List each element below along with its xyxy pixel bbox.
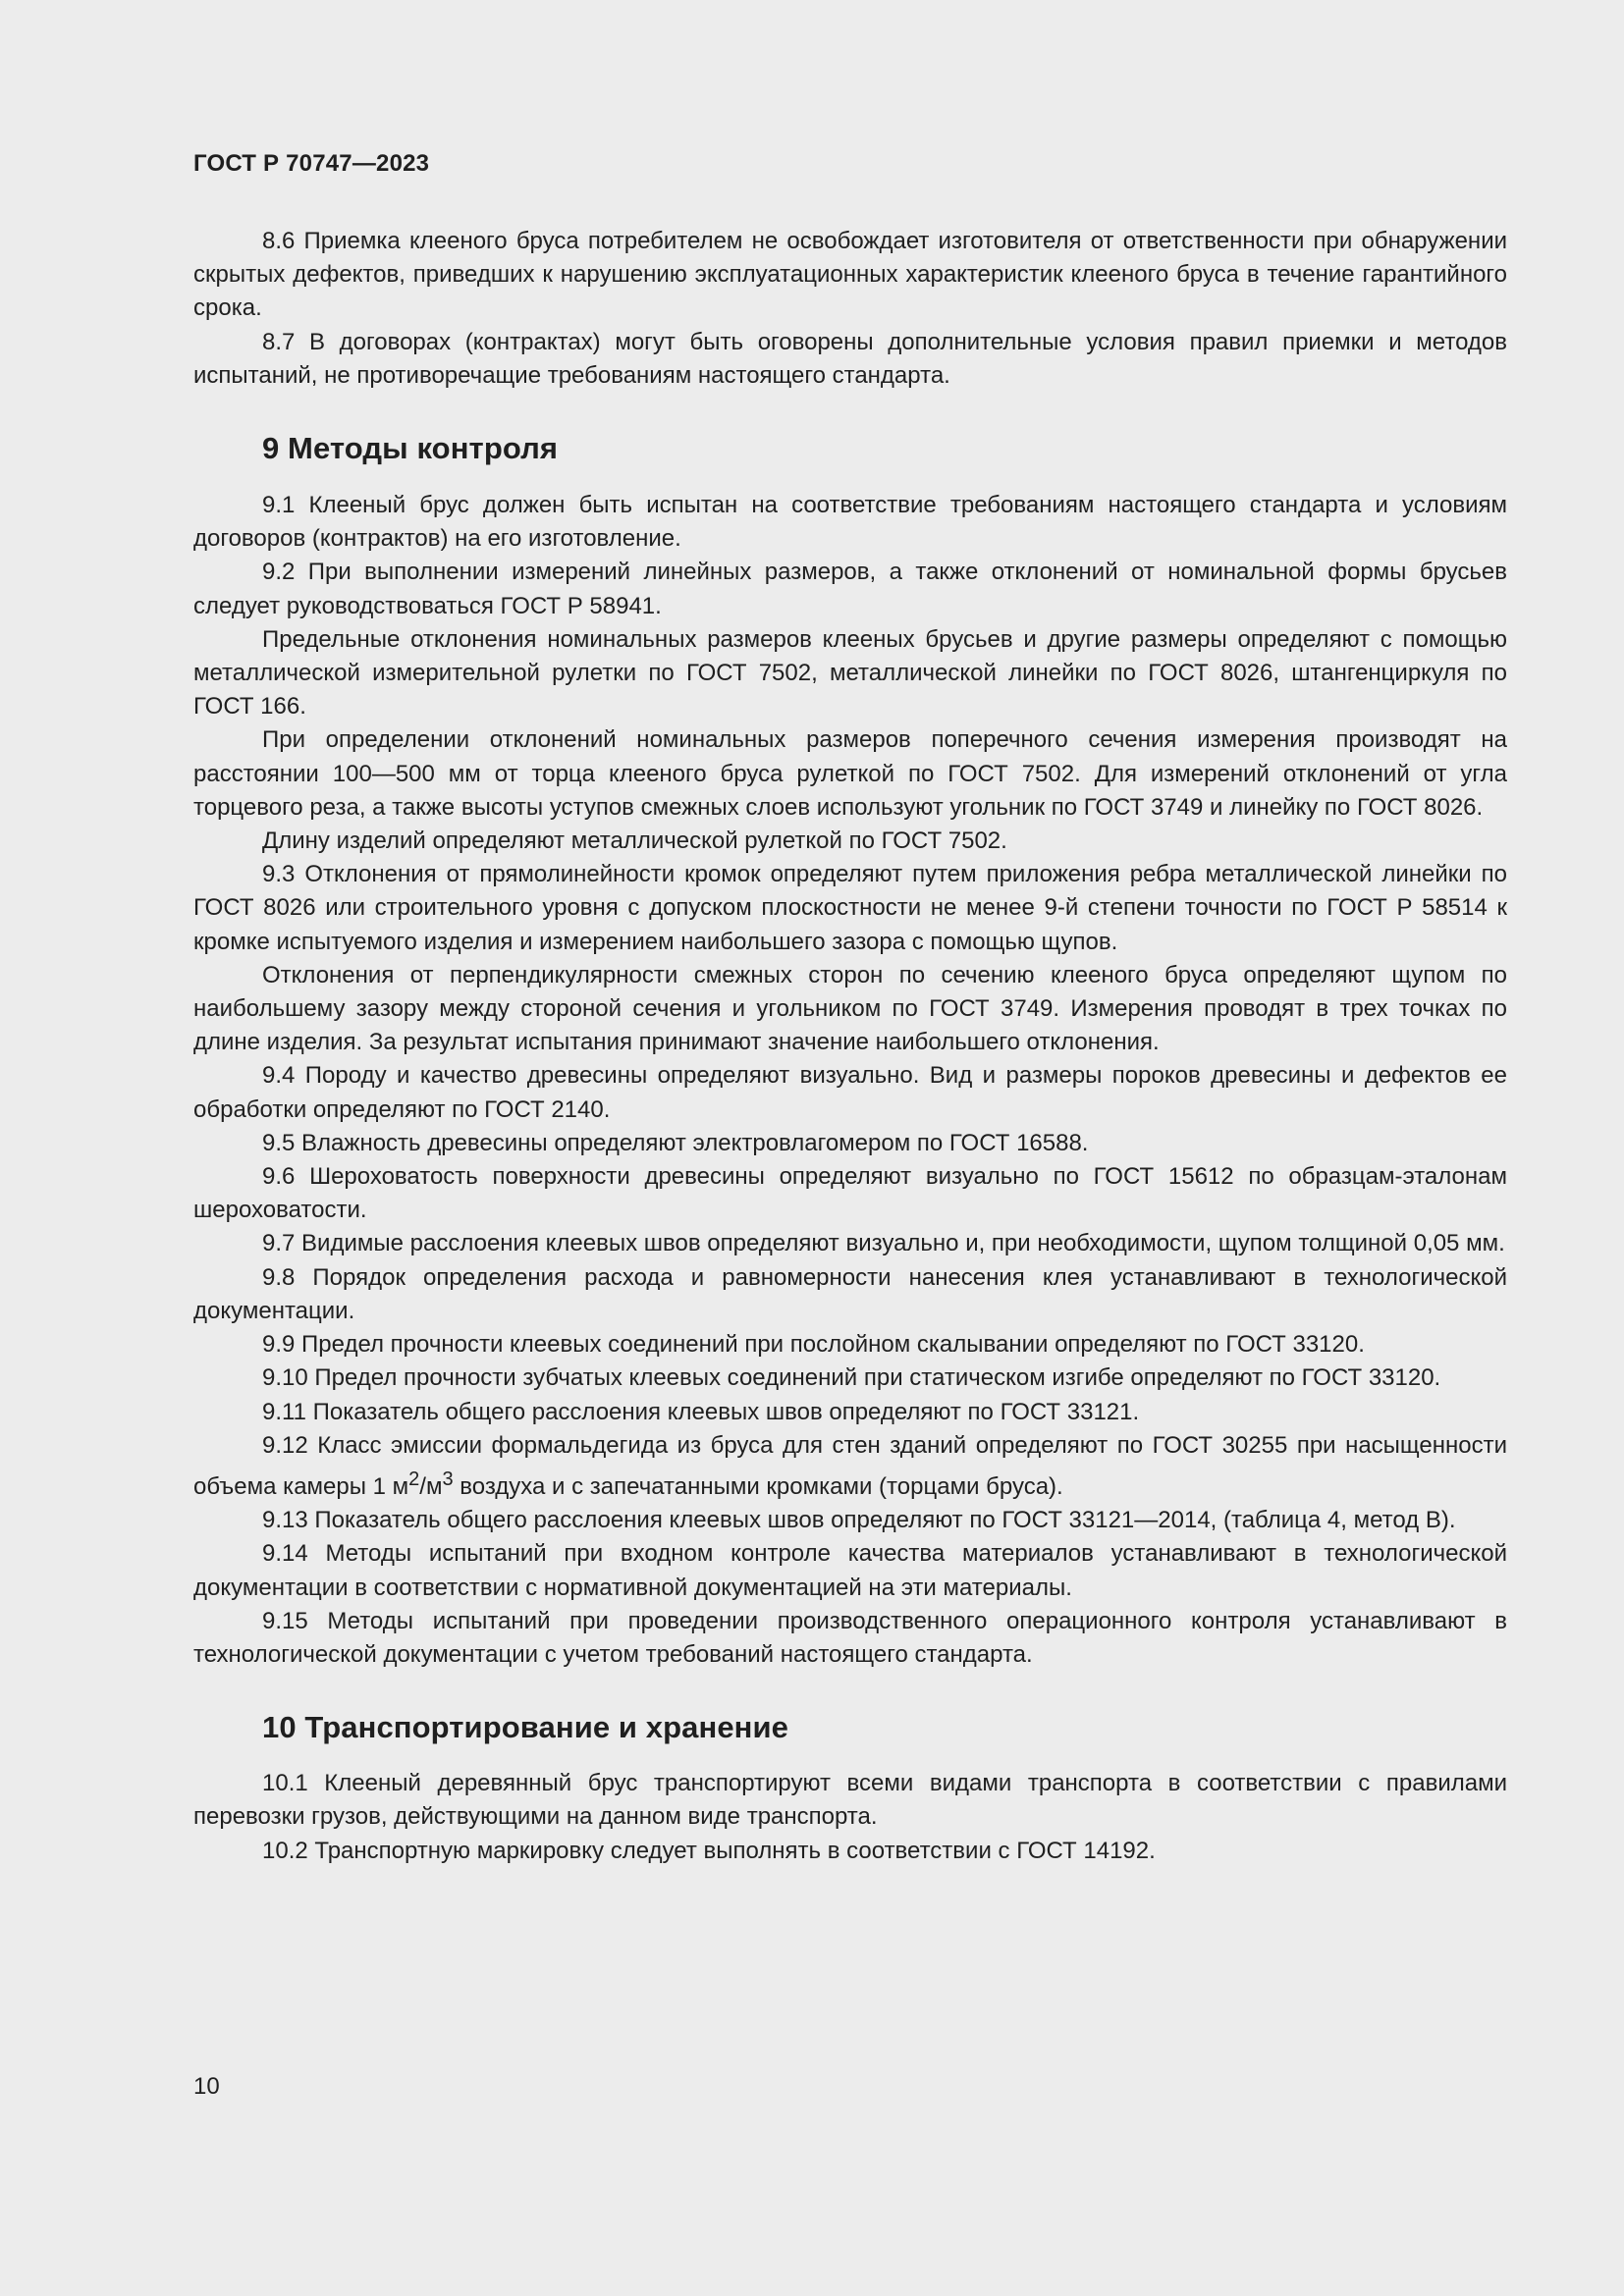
cubic-superscript: 3 [442, 1468, 454, 1490]
page-number: 10 [193, 2073, 220, 2100]
paragraph-9-7: 9.7 Видимые расслоения клеевых швов определяют визуально и, при необходимости, щупом толщиной 0,05 мм. [262, 1230, 1505, 1257]
paragraph-9-3: 9.3 Отклонения от прямолинейности кромок определяют путем приложения ребра металлической линейки по ГОСТ 8026 или строительного уровня с допуском плоскостности не менее 9-й степени точности по ГОСТ Р 58514 к кромке испытуемого изделия и измерением наибольшего зазора с помощью щупов. [193, 861, 1507, 955]
section-10-heading: 10 Транспортирование и хранение [262, 1710, 788, 1745]
paragraph-8-6: 8.6 Приемка клееного бруса потребителем не освобождает изготовителя от ответственности при обнаружении скрытых дефектов, приведших к нарушению эксплуатационных характеристик клееного бруса в течение гарантийного срока. [193, 228, 1507, 322]
paragraph-9-11: 9.11 Показатель общего расслоения клеевых швов определяют по ГОСТ 33121. [262, 1398, 1140, 1425]
paragraph-9-12-tail: воздуха и с запечатанными кромками (торцами бруса). [453, 1472, 1063, 1500]
paragraph-9-2-length: Длину изделий определяют металлической рулеткой по ГОСТ 7502. [262, 828, 1007, 855]
paragraph-9-2: 9.2 При выполнении измерений линейных размеров, а также отклонений от номинальной формы брусьев следует руководствоваться ГОСТ Р 58941. [193, 559, 1507, 619]
paragraph-9-6: 9.6 Шероховатость поверхности древесины определяют визуально по ГОСТ 15612 по образцам-эталонам шероховатости. [193, 1163, 1507, 1224]
paragraph-9-12-lead: 9.12 Класс эмиссии формальдегида из бруса для стен зданий определяют по ГОСТ 30255 при насыщенности объема камеры 1 м [193, 1431, 1507, 1500]
paragraph-9-13: 9.13 Показатель общего расслоения клеевых швов определяют по ГОСТ 33121—2014, (таблица 4, метод В). [262, 1507, 1456, 1534]
paragraph-9-15: 9.15 Методы испытаний при проведении производственного операционного контроля устанавливают в технологической документации с учетом требований настоящего стандарта. [193, 1607, 1507, 1668]
paragraph-9-14: 9.14 Методы испытаний при входном контроле качества материалов устанавливают в технологической документации в соответствии с нормативной документацией на эти материалы. [193, 1540, 1507, 1601]
section-9-heading: 9 Методы контроля [262, 431, 559, 466]
document-body [193, 225, 1507, 1868]
square-superscript: 2 [408, 1468, 420, 1490]
paragraph-9-2-limits: Предельные отклонения номинальных размеров клееных брусьев и другие размеры определяют с помощью металлической измерительной рулетки по ГОСТ 7502, металлической линейки по ГОСТ 8026, штангенциркуля по ГОСТ 166. [193, 625, 1507, 721]
paragraph-9-10: 9.10 Предел прочности зубчатых клеевых соединений при статическом изгибе определяют по ГОСТ 33120. [262, 1364, 1441, 1392]
paragraph-10-2: 10.2 Транспортную маркировку следует выполнять в соответствии с ГОСТ 14192. [262, 1837, 1156, 1864]
paragraph-9-1: 9.1 Клееный брус должен быть испытан на соответствие требованиям настоящего стандарта и условиям договоров (контрактов) на его изготовление. [193, 492, 1507, 553]
paragraph-9-8: 9.8 Порядок определения расхода и равномерности нанесения клея устанавливают в технологической документации. [193, 1263, 1507, 1324]
paragraph-9-2-cross-section: При определении отклонений номинальных размеров поперечного сечения измерения производят на расстоянии 100—500 мм от торца клееного бруса рулеткой по ГОСТ 7502. Для измерений отклонений от угла торцевого реза, а также высоты уступов смежных слоев используют угольник по ГОСТ 3749 и линейку по ГОСТ 8026. [193, 726, 1507, 821]
paragraph-9-12-unit-separator: /м [419, 1472, 443, 1500]
paragraph-10-1: 10.1 Клееный деревянный брус транспортируют всеми видами транспорта в соответствии с правилами перевозки грузов, действующими на данном виде транспорта. [193, 1770, 1507, 1831]
document-code-header: ГОСТ Р 70747—2023 [193, 150, 430, 177]
paragraph-9-4: 9.4 Породу и качество древесины определяют визуально. Вид и размеры пороков древесины и дефектов ее обработки определяют по ГОСТ 2140. [193, 1062, 1507, 1123]
paragraph-9-5: 9.5 Влажность древесины определяют электровлагомером по ГОСТ 16588. [262, 1129, 1089, 1156]
paragraph-8-7: 8.7 В договорах (контрактах) могут быть оговорены дополнительные условия правил приемки и методов испытаний, не противоречащие требованиям настоящего стандарта. [193, 328, 1507, 389]
paragraph-9-9: 9.9 Предел прочности клеевых соединений при послойном скалывании определяют по ГОСТ 33120. [262, 1331, 1365, 1359]
paragraph-9-3-perpendicularity: Отклонения от перпендикулярности смежных сторон по сечению клееного бруса определяют щупом по наибольшему зазору между стороной сечения и угольником по ГОСТ 3749. Измерения проводят в трех точках по длине изделия. За результат испытания принимают значение наибольшего отклонения. [193, 961, 1507, 1056]
paragraph-9-12 [193, 1429, 1507, 1504]
